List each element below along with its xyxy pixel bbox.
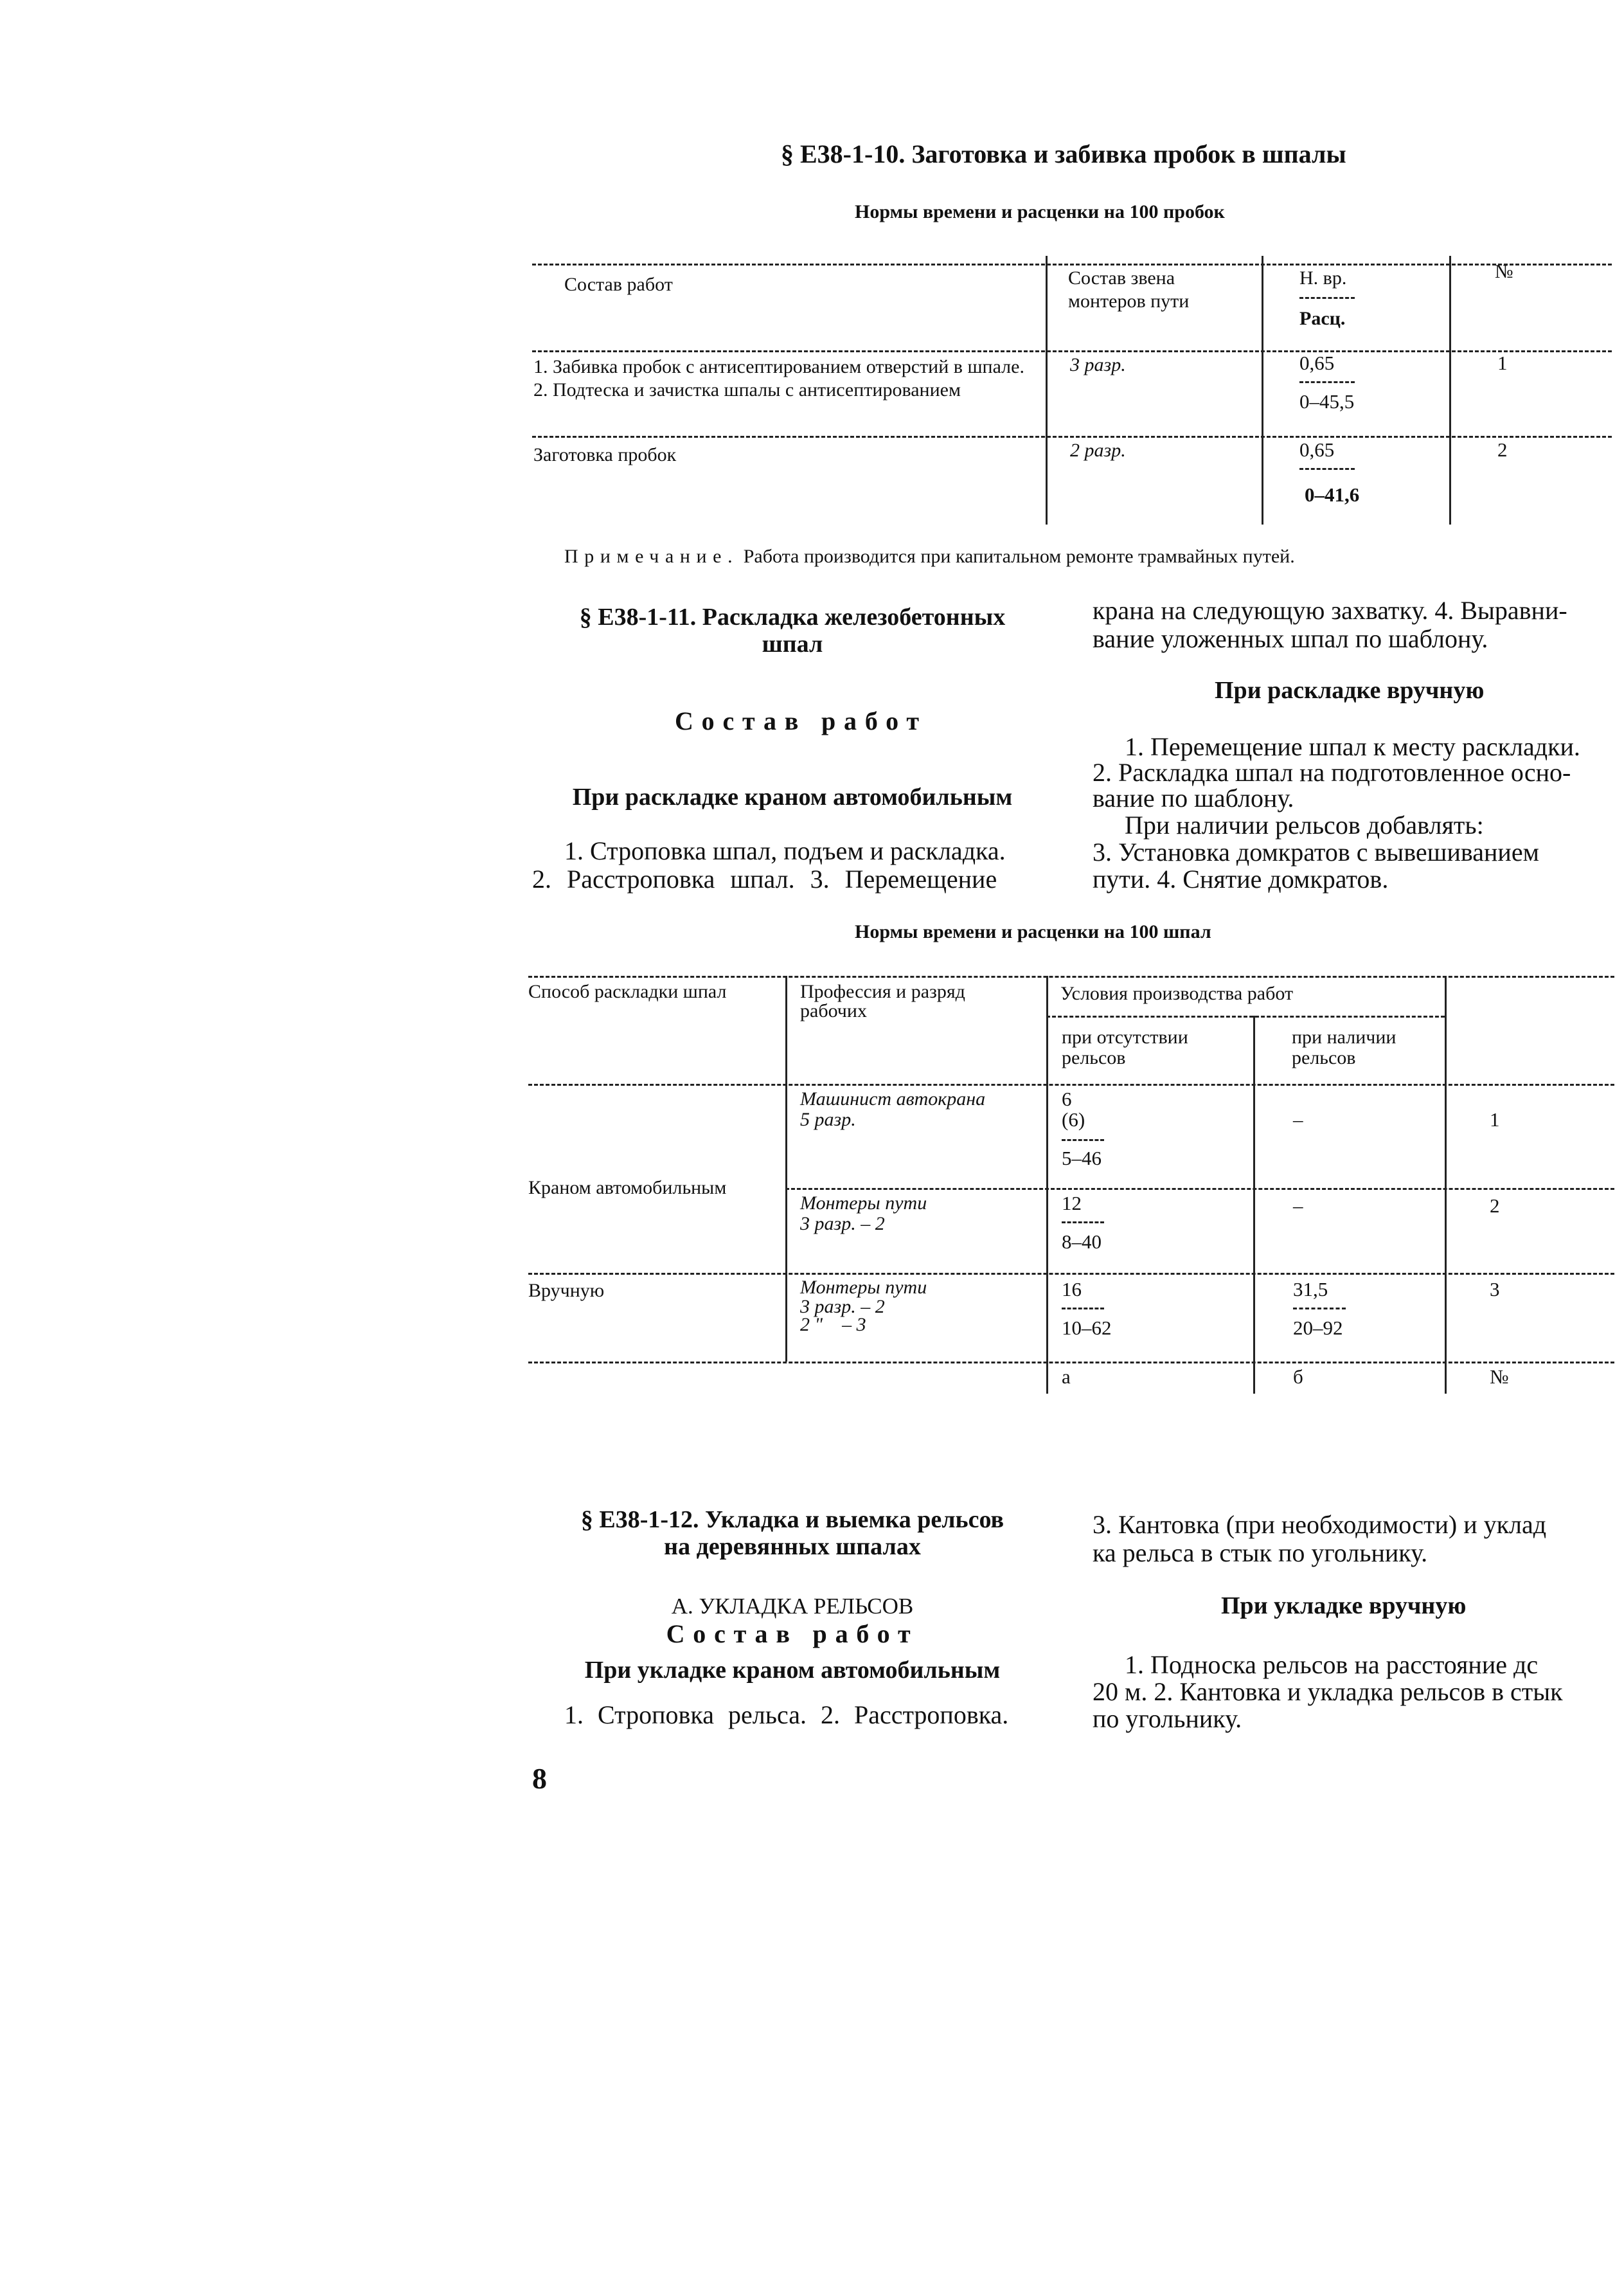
sec12-manual-line3: по угольнику. <box>1093 1704 1242 1733</box>
sec11-row1-prof-line1: Машинист автокрана <box>800 1088 986 1110</box>
sec12-manual-line1: 1. Подноска рельсов на расстояние дс <box>1125 1650 1539 1679</box>
sec12-title-line2: на деревянных шпалах <box>664 1533 921 1560</box>
sec11-header-conditions: Условия производства работ <box>1060 983 1294 1004</box>
sec11-row3-prof-line1: Монтеры пути <box>800 1277 927 1298</box>
sec11-crane-heading: При раскладке краном автомобильным <box>572 784 1013 811</box>
sec11-crane-line2: 2. Расстроповка шпал. 3. Перемещение <box>532 865 997 894</box>
sec10-row1-work: 1. Забивка пробок с антисептированием отверстий в шпале. 2. Подтеска и зачистка шпалы с антисептированием <box>533 356 1024 400</box>
sec11-right-line2: вание уложенных шпал по шаблону. <box>1093 624 1488 653</box>
sec10-note <box>564 545 1295 568</box>
sec12-manual-line2: 20 м. 2. Кантовка и укладка рельсов в стык <box>1093 1677 1563 1706</box>
sec11-title-line1: § Е38-1-11. Раскладка железобетонных <box>579 604 1006 631</box>
sec11-footer-b: б <box>1293 1365 1303 1388</box>
sec11-title-line2: шпал <box>762 631 823 658</box>
sec10-row1-norm: 0,65 <box>1299 352 1335 374</box>
sec10-title: § Е38-1-10. Заготовка и забивка пробок в шпалы <box>781 139 1346 168</box>
sec11-row2-num: 2 <box>1490 1194 1500 1217</box>
sec11-row2-b: – <box>1293 1194 1303 1217</box>
sec11-row3-a-rate: 10–62 <box>1062 1317 1112 1339</box>
sec11-row1-a-norm2: (6) <box>1062 1108 1085 1131</box>
sec12-title-line1: § Е38-1-12. Укладка и выемка рельсов <box>580 1506 1004 1533</box>
sec10-note-label: Примечание. <box>564 546 739 567</box>
sec12-subhead: А. УКЛАДКА РЕЛЬСОВ <box>671 1594 914 1619</box>
sec11-row3-a-norm: 16 <box>1062 1278 1082 1300</box>
sec12-composition: Состав работ <box>666 1619 919 1648</box>
sec11-row3-num: 3 <box>1490 1278 1500 1300</box>
sec11-row3-prof-line3: 2 " – 3 <box>800 1314 866 1335</box>
sec11-manual-line1: 1. Перемещение шпал к месту раскладки. <box>1125 732 1580 761</box>
sec12-right-line1: 3. Кантовка (при необходимости) и уклад <box>1093 1510 1547 1539</box>
sec12-right-line2: ка рельса в стык по угольнику. <box>1093 1538 1428 1567</box>
sec11-row2-a-rate: 8–40 <box>1062 1230 1102 1253</box>
sec10-row2-num: 2 <box>1497 438 1508 461</box>
page-number: 8 <box>532 1762 547 1795</box>
sec11-crane-line1: 1. Строповка шпал, подъем и раскладка. <box>564 836 1006 865</box>
sec10-row1-rate: 0–45,5 <box>1299 390 1355 413</box>
sec11-row3-method: Вручную <box>528 1280 605 1301</box>
sec11-header-with-rails: при наличии рельсов <box>1292 1027 1396 1068</box>
sec10-row2-crew: 2 разр. <box>1070 440 1126 461</box>
sec11-manual-line4: При наличии рельсов добавлять: <box>1125 811 1484 840</box>
sec11-norms-caption: Нормы времени и расценки на 100 шпал <box>855 921 1211 942</box>
sec10-note-text: Работа производится при капитальном ремонте трамвайных путей. <box>743 546 1295 567</box>
sec11-row1-a-norm: 6 <box>1062 1088 1072 1110</box>
sec11-row1-b: – <box>1293 1108 1303 1131</box>
sec11-row2-a-norm: 12 <box>1062 1192 1082 1214</box>
sec10-row1-num: 1 <box>1497 352 1508 374</box>
sec11-composition: Состав работ <box>675 706 927 735</box>
sec11-row2-prof-line1: Монтеры пути <box>800 1192 927 1214</box>
sec11-header-no-rails: при отсутствии рельсов <box>1062 1027 1188 1068</box>
sec10-row2-work: Заготовка пробок <box>533 444 677 465</box>
sec10-norms-caption: Нормы времени и расценки на 100 пробок <box>855 201 1225 222</box>
sec11-header-profession: Профессия и разряд рабочих <box>800 981 965 1021</box>
sec11-footer-num: № <box>1490 1365 1509 1388</box>
sec11-manual-line3: вание по шаблону. <box>1093 784 1294 813</box>
sec10-row2-rate: 0–41,6 <box>1305 483 1360 506</box>
sec11-row3-b-norm: 31,5 <box>1293 1278 1328 1300</box>
sec11-row1-a-rate: 5–46 <box>1062 1147 1102 1169</box>
sec11-header-method: Способ раскладки шпал <box>528 981 727 1002</box>
sec10-header-crew: Состав звена монтеров пути <box>1068 267 1190 312</box>
sec10-header-num: № <box>1495 261 1513 282</box>
sec11-row3-b-rate: 20–92 <box>1293 1317 1343 1339</box>
sec11-manual-heading: При раскладке вручную <box>1215 677 1485 704</box>
sec11-row1-prof-line2: 5 разр. <box>800 1109 856 1130</box>
sec10-row2-norm: 0,65 <box>1299 438 1335 461</box>
sec11-manual-line6: пути. 4. Снятие домкратов. <box>1093 865 1389 894</box>
sec11-footer-a: а <box>1062 1365 1071 1388</box>
sec10-header-norm: Н. вр. <box>1299 267 1347 289</box>
sec12-manual-heading: При укладке вручную <box>1221 1592 1467 1619</box>
sec11-manual-line5: 3. Установка домкратов с вывешиванием <box>1093 838 1539 867</box>
sec11-manual-line2: 2. Раскладка шпал на подготовленное осно- <box>1093 758 1571 787</box>
sec12-crane-line1: 1. Строповка рельса. 2. Расстроповка. <box>564 1700 1009 1729</box>
sec11-row1-num: 1 <box>1490 1108 1500 1131</box>
sec11-row3-prof-line2: 3 разр. – 2 <box>800 1296 885 1317</box>
sec11-row1-method: Краном автомобильным <box>528 1177 727 1198</box>
sec12-crane-heading: При укладке краном автомобильным <box>584 1657 1001 1684</box>
sec10-row1-crew: 3 разр. <box>1070 354 1126 375</box>
sec11-row2-prof-line2: 3 разр. – 2 <box>800 1213 885 1234</box>
sec11-right-line1: крана на следующую захватку. 4. Выравни- <box>1093 596 1567 625</box>
sec10-header-rate: Расц. <box>1299 308 1346 329</box>
sec10-header-work: Состав работ <box>564 274 673 295</box>
